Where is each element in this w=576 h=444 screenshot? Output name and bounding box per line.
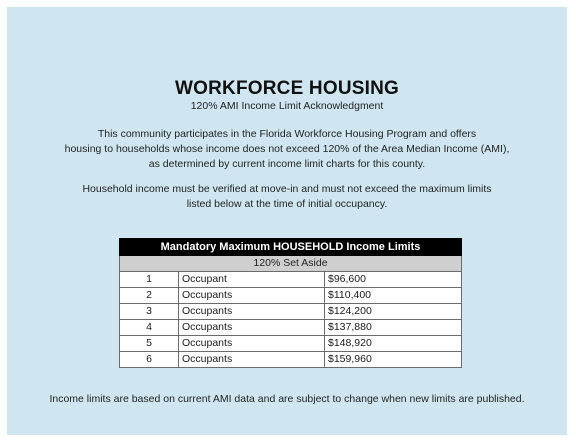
income-limit: $159,960: [325, 352, 462, 368]
household-size: 2: [120, 288, 179, 304]
footer-disclaimer: Income limits are based on current AMI data and are subject to change when new limits are published.: [49, 393, 525, 405]
verification-line: listed below at the time of initial occupancy.: [186, 198, 388, 210]
occupant-label: Occupants: [179, 304, 325, 320]
program-description-line: housing to households whose income does not exceed 120% of the Area Median Income (AMI),: [64, 143, 510, 155]
program-description: [37, 127, 537, 172]
table-row: [120, 272, 462, 288]
household-size: 6: [120, 352, 179, 368]
table-row: [120, 336, 462, 352]
occupant-label: Occupants: [179, 320, 325, 336]
household-size: 5: [120, 336, 179, 352]
table-header: Mandatory Maximum HOUSEHOLD Income Limits: [120, 239, 462, 256]
income-limit: $124,200: [325, 304, 462, 320]
notice-title: WORKFORCE HOUSING: [174, 78, 399, 99]
table-row: [120, 320, 462, 336]
table-row: [120, 288, 462, 304]
household-size: 1: [120, 272, 179, 288]
occupant-label: Occupants: [179, 288, 325, 304]
workforce-housing-notice: [7, 7, 567, 435]
program-description-line: This community participates in the Florida Workforce Housing Program and offers: [97, 128, 477, 140]
table-header-row: [120, 239, 462, 256]
income-limit: $96,600: [325, 272, 462, 288]
notice-subtitle: 120% AMI Income Limit Acknowledgment: [190, 100, 384, 112]
table-subheader-row: [120, 256, 462, 272]
income-limit: $110,400: [325, 288, 462, 304]
occupant-label: Occupant: [179, 272, 325, 288]
verification-line: Household income must be verified at move-in and must not exceed the maximum limits: [82, 183, 492, 195]
table-subheader: 120% Set Aside: [120, 256, 462, 272]
table-row: [120, 304, 462, 320]
income-limits-table: [119, 238, 462, 368]
household-size: 4: [120, 320, 179, 336]
verification-requirement: [37, 182, 537, 212]
household-size: 3: [120, 304, 179, 320]
income-limit: $137,880: [325, 320, 462, 336]
occupant-label: Occupants: [179, 352, 325, 368]
table-row: [120, 352, 462, 368]
income-limit: $148,920: [325, 336, 462, 352]
program-description-line: as determined by current income limit charts for this county.: [148, 158, 426, 170]
occupant-label: Occupants: [179, 336, 325, 352]
